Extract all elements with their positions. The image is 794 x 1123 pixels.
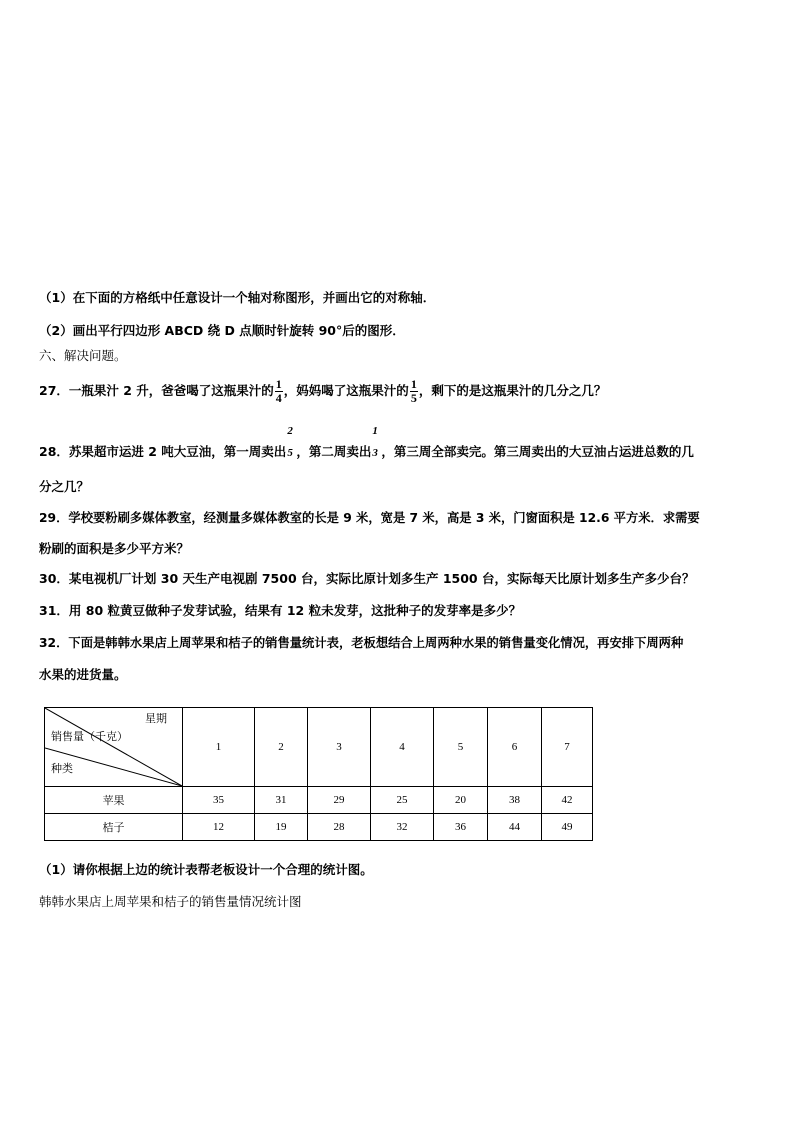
q27-f1-den: 4 xyxy=(275,391,282,405)
value-cell: 29 xyxy=(308,787,371,814)
value-cell: 36 xyxy=(434,814,488,841)
q27-fraction-2 xyxy=(410,378,418,405)
q28-f1-den: 5 xyxy=(287,446,293,459)
q27-f2-den: 5 xyxy=(410,391,417,405)
table-row xyxy=(45,814,593,841)
value-cell: 19 xyxy=(255,814,308,841)
chart-title: 韩韩水果店上周苹果和桔子的销售量情况统计图 xyxy=(39,894,302,909)
value-cell: 31 xyxy=(255,787,308,814)
value-cell: 35 xyxy=(183,787,255,814)
question-32: 32．下面是韩韩水果店上周苹果和桔子的销售量统计表，老板想结合上周两种水果的销售量变化情况，再安排下周两种 xyxy=(39,636,684,650)
q28-fraction-1 xyxy=(286,424,296,462)
day-cell: 2 xyxy=(255,708,308,787)
value-cell: 28 xyxy=(308,814,371,841)
question-28 xyxy=(39,424,694,462)
day-cell: 6 xyxy=(488,708,542,787)
value-cell: 44 xyxy=(488,814,542,841)
sales-table xyxy=(44,707,593,841)
day-cell: 3 xyxy=(308,708,371,787)
question-29: 29．学校要粉刷多媒体教室，经测量多媒体教室的长是 9 米，宽是 7 米，高是 3 米，门窗面积是 12.6 平方米．求需要 xyxy=(39,511,700,525)
day-cell: 5 xyxy=(434,708,488,787)
value-cell: 38 xyxy=(488,787,542,814)
q28-f2-den: 3 xyxy=(372,446,378,459)
q27-f1-num: 1 xyxy=(275,377,282,391)
day-cell: 4 xyxy=(371,708,434,787)
q28-text-c: ，第三周全部卖完。第三周卖出的大豆油占运进总数的几 xyxy=(381,444,694,459)
question-27 xyxy=(39,378,606,405)
question-32-part-1: （1）请你根据上边的统计表帮老板设计一个合理的统计图。 xyxy=(39,862,373,877)
q28-text-b: ，第二周卖出 xyxy=(296,444,372,459)
q28-f1-num: 2 xyxy=(287,424,293,437)
header-sales-label: 销售量（千克） xyxy=(51,730,128,743)
question-31: 31．用 80 粒黄豆做种子发芽试验，结果有 12 粒未发芽，这批种子的发芽率是多少？ xyxy=(39,603,522,618)
q28-text-a: 28．苏果超市运进 2 吨大豆油，第一周卖出 xyxy=(39,444,287,459)
value-cell: 32 xyxy=(371,814,434,841)
table-row xyxy=(45,787,593,814)
q27-fraction-1 xyxy=(275,378,283,405)
q27-text-c: ，剩下的是这瓶果汁的几分之几？ xyxy=(418,383,607,398)
row-label-orange: 桔子 xyxy=(45,814,183,841)
q27-f2-num: 1 xyxy=(410,377,417,391)
question-32-cont: 水果的进货量。 xyxy=(39,667,127,682)
value-cell: 42 xyxy=(542,787,593,814)
value-cell: 25 xyxy=(371,787,434,814)
q27-text-b: ，妈妈喝了这瓶果汁的 xyxy=(283,383,409,398)
question-28-cont: 分之几？ xyxy=(39,479,90,494)
value-cell: 12 xyxy=(183,814,255,841)
section-heading: 六、解决问题。 xyxy=(39,348,127,363)
table-corner-header xyxy=(45,708,183,787)
question-29-cont: 粉刷的面积是多少平方米？ xyxy=(39,541,190,556)
day-cell: 1 xyxy=(183,708,255,787)
question-30: 30．某电视机厂计划 30 天生产电视剧 7500 台，实际比原计划多生产 1500 台，实际每天比原计划多生产多少台？ xyxy=(39,571,695,586)
q28-f2-num: 1 xyxy=(372,424,378,437)
table-header-row xyxy=(45,708,593,787)
value-cell: 49 xyxy=(542,814,593,841)
value-cell: 20 xyxy=(434,787,488,814)
q28-fraction-2 xyxy=(371,424,381,462)
day-cell: 7 xyxy=(542,708,593,787)
question-part-1: （1）在下面的方格纸中任意设计一个轴对称图形，并画出它的对称轴． xyxy=(39,290,436,305)
header-week-label: 星期 xyxy=(145,712,167,725)
q27-text-a: 27．一瓶果汁 2 升，爸爸喝了这瓶果汁的 xyxy=(39,383,274,398)
row-label-apple: 苹果 xyxy=(45,787,183,814)
header-type-label: 种类 xyxy=(51,762,73,775)
question-part-2: （2）画出平行四边形 ABCD 绕 D 点顺时针旋转 90°后的图形． xyxy=(39,323,405,338)
